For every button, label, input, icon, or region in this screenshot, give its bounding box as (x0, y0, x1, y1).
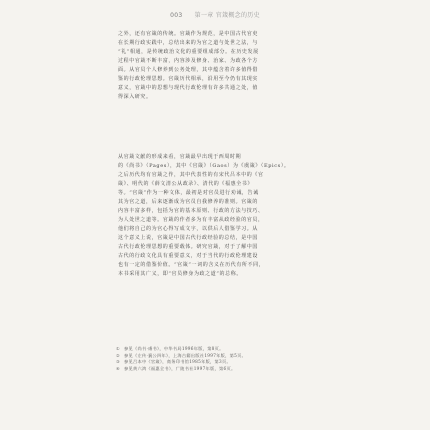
text-line: 这个意义上说，官箴是中国古代行政经验的总结，是中国 (118, 235, 259, 241)
footnote-text: 参见《左传·襄公四年》，上海古籍出版社1997年版，第5页。 (124, 352, 247, 358)
footnote-marker: ① (116, 346, 120, 351)
text-line: 面。从官员个人修养到公务处理，其中蕴含着许多值得借 (118, 67, 259, 73)
footnotes (116, 346, 316, 372)
text-line: 的《尚书》（Pages），其中《官箴》（Gaos）为《虞箴》（Epics）。 (118, 163, 290, 169)
footnote-marker: ④ (116, 365, 120, 371)
running-header (0, 10, 430, 19)
footnote-text: 参见《尚书·虞书》，中华书局1996年版，第8页。 (124, 346, 224, 351)
text-line: 古代行政伦理思想的重要载体。研究官箴，对于了解中国 (118, 244, 259, 250)
text-line: 内容丰富多样，包括为官的基本原则、行政的方法与技巧、 (118, 208, 264, 214)
text-line: 古代的行政文化具有重要意义，对于当代的行政伦理建设 (118, 253, 259, 259)
paragraph-1 (118, 30, 314, 102)
footnote (116, 366, 316, 373)
text-line: 等。“官箴”作为一种文体，最初是对官员进行劝诫，告诫 (118, 190, 259, 196)
text-line: 在长期行政实践中，总结出来的为官之道与处世之法，与 (118, 40, 259, 46)
text-line: 得深入研究。 (118, 94, 152, 100)
text-line: 之外，还有官箴的传统。官箴作为规范，是中国古代官吏 (118, 31, 259, 37)
text-line: 过程中官箴不断丰富，内容涉及修身、治家、为政各个方 (118, 58, 259, 64)
text-line: 鉴的行政伦理思想。官箴历代相承，沿用至今仍有其现实 (118, 76, 259, 82)
footnote-text: 参见吕本中《官箴》，商务印书馆1985年版，第3页。 (124, 359, 231, 364)
text-line: 其为官之道，后来逐渐成为官员自我修养的准则。官箴的 (118, 199, 259, 205)
text-line: 也有一定的借鉴价值。“官箴”一词的含义在历代有所不同， (118, 262, 265, 268)
text-line: 意义，官箴中的思想与现代行政伦理有许多共通之处，值 (118, 85, 259, 91)
text-line: 箴》、明代的《薛文清公从政录》、清代的《福惠全书》 (118, 181, 254, 187)
chapter-title: 第一章 官箴概念的历史 (194, 12, 260, 19)
footnote-marker: ② (116, 352, 120, 358)
text-line: 他们将自己的为官心得写成文字，以供后人借鉴学习。从 (118, 226, 259, 232)
text-line: 之后历代均有官箴之作，其中代表性的有宋代吕本中的《官 (118, 172, 264, 178)
footnote-text: 参见黄六鸿《福惠全书》，广陵书社1997年版，第6页。 (124, 365, 236, 371)
page-number: 003 (170, 12, 183, 19)
text-line: “礼”相通，是传统政治文化的重要组成部分。在历史发展 (118, 49, 259, 55)
text-line: 从官箴文献的形成来看，官箴最早出现于西周时期 (118, 154, 242, 160)
footnote-marker: ③ (116, 359, 120, 364)
text-line: 为人处世之道等。官箴的作者多为有丰富从政经验的官员， (118, 217, 264, 223)
paragraph-2 (118, 153, 314, 279)
text-line: 本书采用其广义，即“官员修身为政之道”的总称。 (118, 271, 242, 277)
